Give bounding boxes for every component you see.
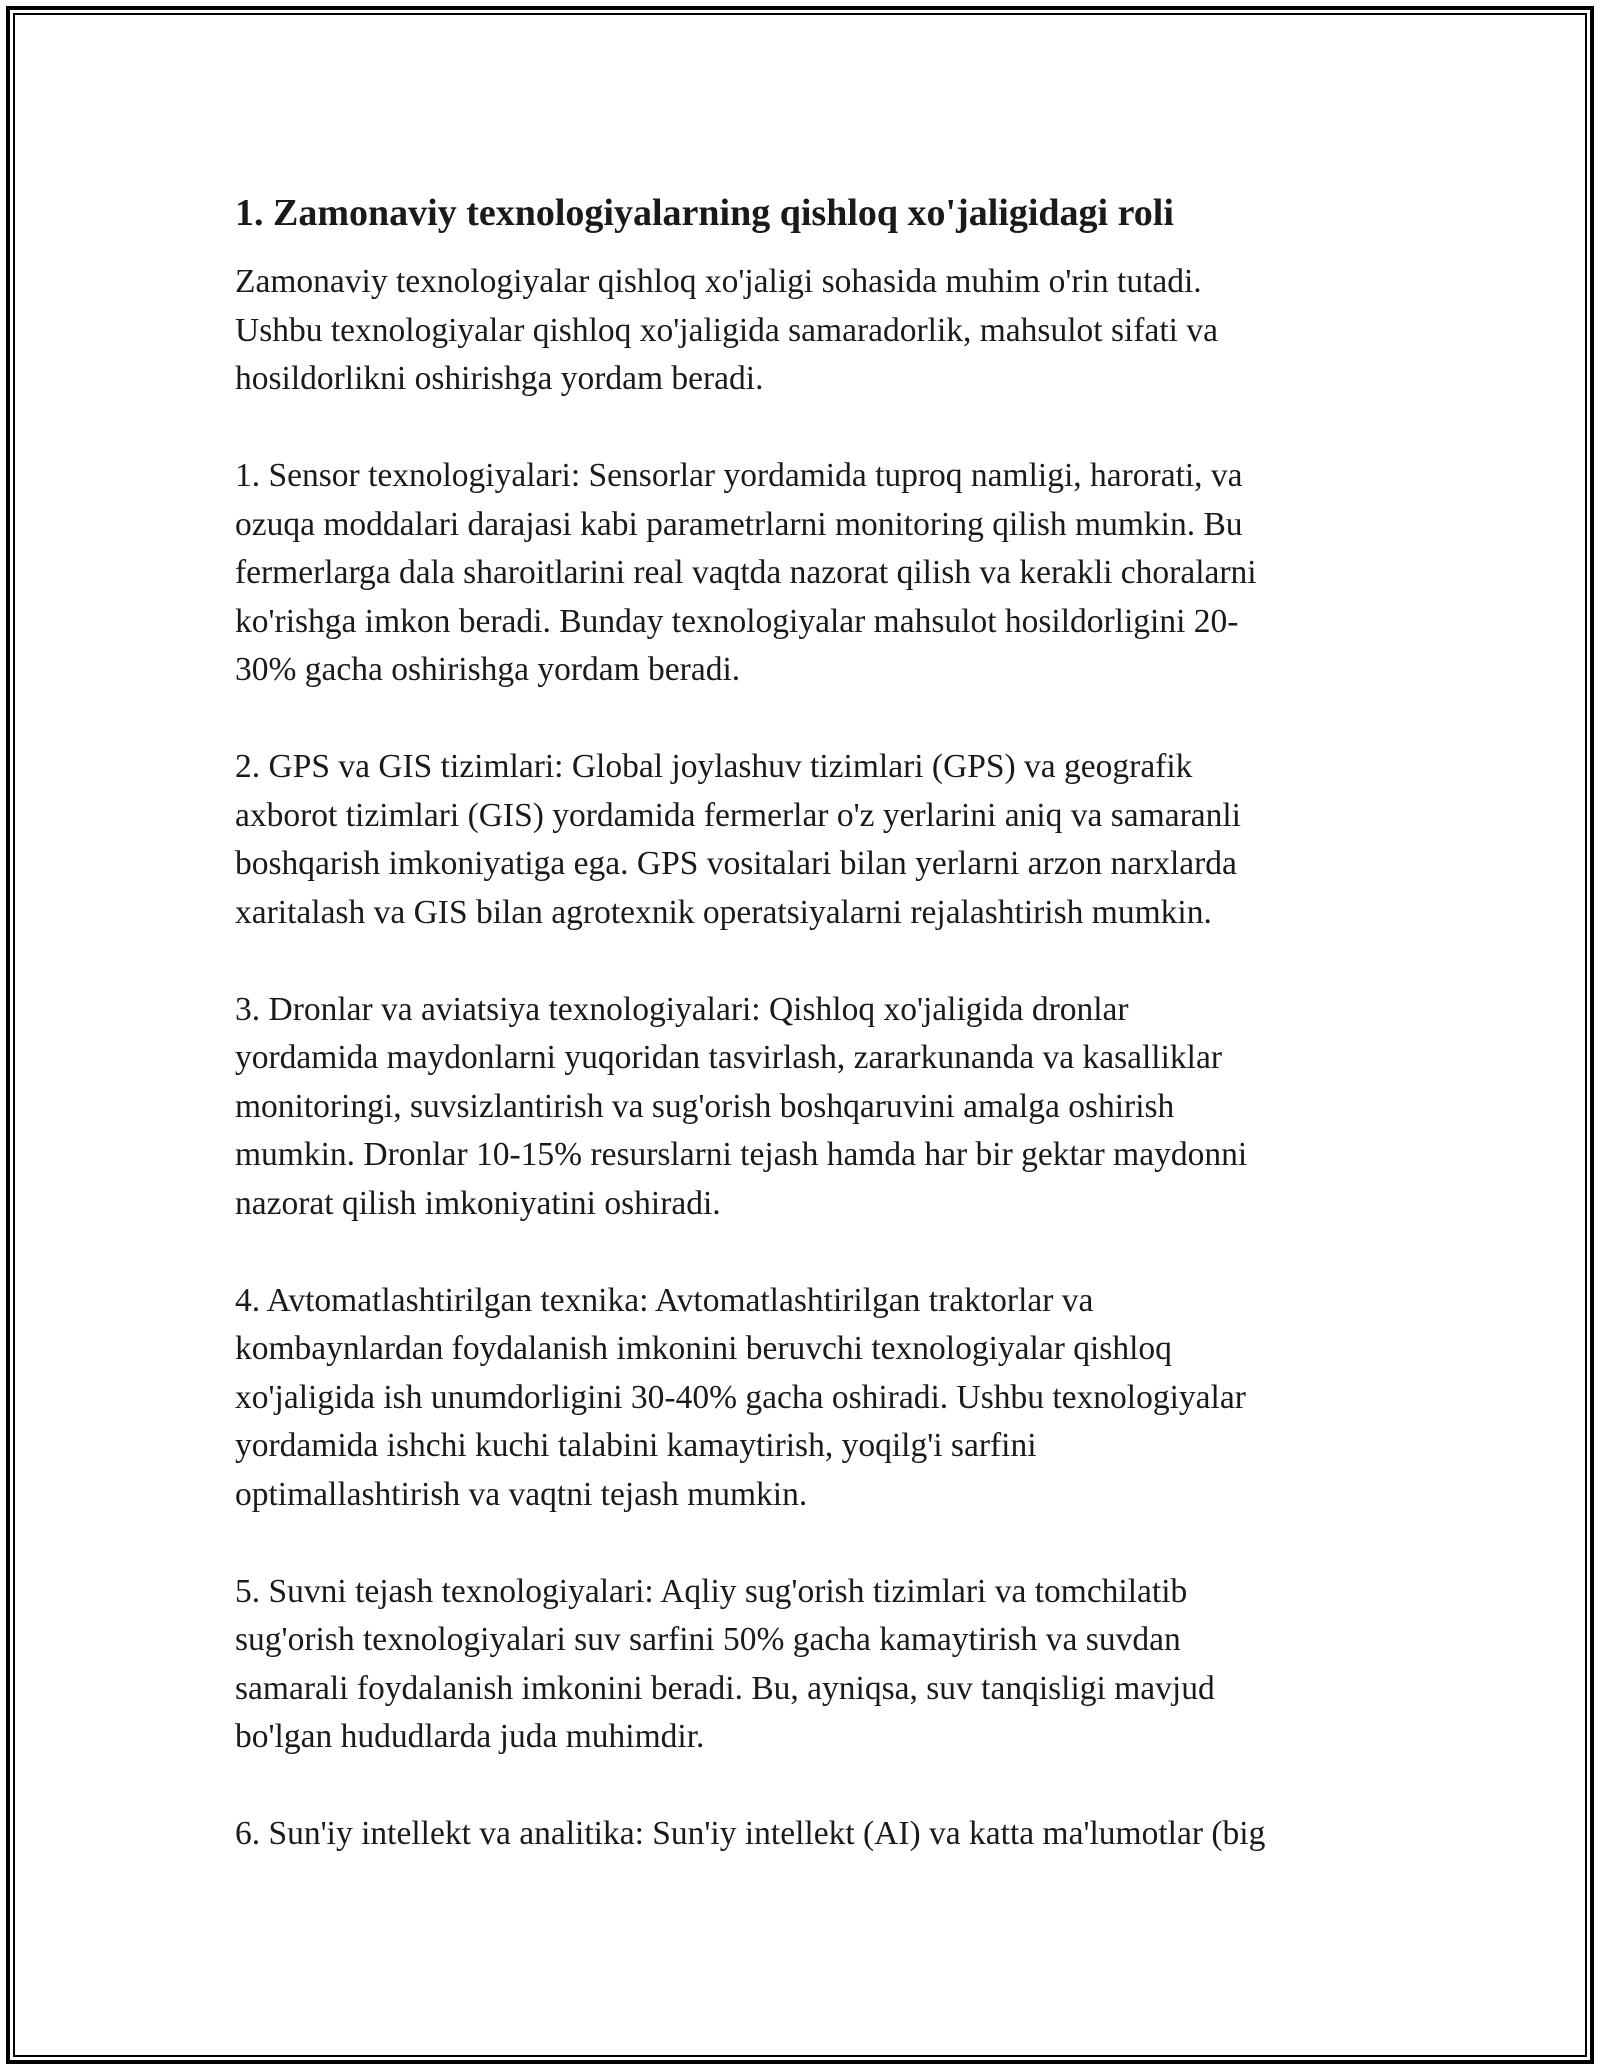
text-line: axborot tizimlari (GIS) yordamida fermerlar o'z yerlarini aniq va samaranli	[235, 796, 1241, 834]
item-automation	[235, 1277, 1375, 1520]
item-gps-gis	[235, 743, 1375, 937]
intro-paragraph	[235, 258, 1375, 404]
text-line: yordamida maydonlarni yuqoridan tasvirlash, zararkunanda va kasalliklar	[235, 1039, 1222, 1076]
text-line: bo'lgan hududlarda juda muhimdir.	[235, 1718, 705, 1755]
text-line: sug'orish texnologiyalari suv sarfini 50% gacha kamaytirish va suvdan	[235, 1621, 1181, 1658]
text-line: Zamonaviy texnologiyalar qishloq xo'jaligi sohasida muhim o'rin tutadi.	[235, 263, 1202, 300]
text-line: 5. Suvni tejash texnologiyalari: Aqliy sug'orish tizimlari va tomchilatib	[235, 1572, 1188, 1610]
text-line: monitoringi, suvsizlantirish va sug'orish boshqaruvini amalga oshirish	[235, 1087, 1175, 1125]
text-line: fermerlarga dala sharoitlarini real vaqtda nazorat qilish va kerakli choralarni	[235, 554, 1257, 591]
text-line: samarali foydalanish imkonini beradi. Bu, ayniqsa, suv tanqisligi mavjud	[235, 1669, 1215, 1707]
item-sensor-technologies	[235, 452, 1375, 695]
text-line: 30% gacha oshirishga yordam beradi.	[235, 651, 741, 688]
text-line: optimallashtirish va vaqtni tejash mumkin.	[235, 1475, 808, 1513]
text-line: nazorat qilish imkoniyatini oshiradi.	[235, 1184, 721, 1222]
text-line: hosildorlikni oshirishga yordam beradi.	[235, 360, 764, 397]
text-line: yordamida ishchi kuchi talabini kamaytirish, yoqilg'i sarfini	[235, 1427, 1037, 1464]
text-line: Ushbu texnologiyalar qishloq xo'jaligida samaradorlik, mahsulot sifati va	[235, 311, 1218, 349]
text-line: 3. Dronlar va aviatsiya texnologiyalari: Qishloq xo'jaligida dronlar	[235, 990, 1129, 1028]
text-line: 6. Sun'iy intellekt va analitika: Sun'iy intellekt (AI) va katta ma'lumotlar (big	[235, 1815, 1266, 1852]
item-ai-analytics	[235, 1810, 1375, 1859]
text-line: 4. Avtomatlashtirilgan texnika: Avtomatlashtirilgan traktorlar va	[235, 1281, 1094, 1319]
document-body	[235, 186, 1375, 1907]
text-line: mumkin. Dronlar 10-15% resurslarni tejash hamda har bir gektar maydonni	[235, 1136, 1248, 1173]
text-line: ko'rishga imkon beradi. Bunday texnologiyalar mahsulot hosildorligini 20-	[235, 602, 1239, 640]
text-line: xaritalash va GIS bilan agrotexnik operatsiyalarni rejalashtirish mumkin.	[235, 893, 1212, 931]
text-line: boshqarish imkoniyatiga ega. GPS vositalari bilan yerlarni arzon narxlarda	[235, 845, 1237, 882]
item-drones	[235, 986, 1375, 1229]
text-line: kombaynlardan foydalanish imkonini beruvchi texnologiyalar qishloq	[235, 1330, 1172, 1367]
section-title: 1. Zamonaviy texnologiyalarning qishloq xo'jaligidagi roli	[235, 192, 1174, 234]
text-line: 1. Sensor texnologiyalari: Sensorlar yordamida tuproq namligi, harorati, va	[235, 457, 1243, 494]
item-water-saving	[235, 1568, 1375, 1762]
text-line: ozuqa moddalari darajasi kabi parametrlarni monitoring qilish mumkin. Bu	[235, 505, 1243, 543]
text-line: xo'jaligida ish unumdorligini 30-40% gacha oshiradi. Ushbu texnologiyalar	[235, 1378, 1246, 1416]
text-line: 2. GPS va GIS tizimlari: Global joylashuv tizimlari (GPS) va geografik	[235, 748, 1193, 785]
